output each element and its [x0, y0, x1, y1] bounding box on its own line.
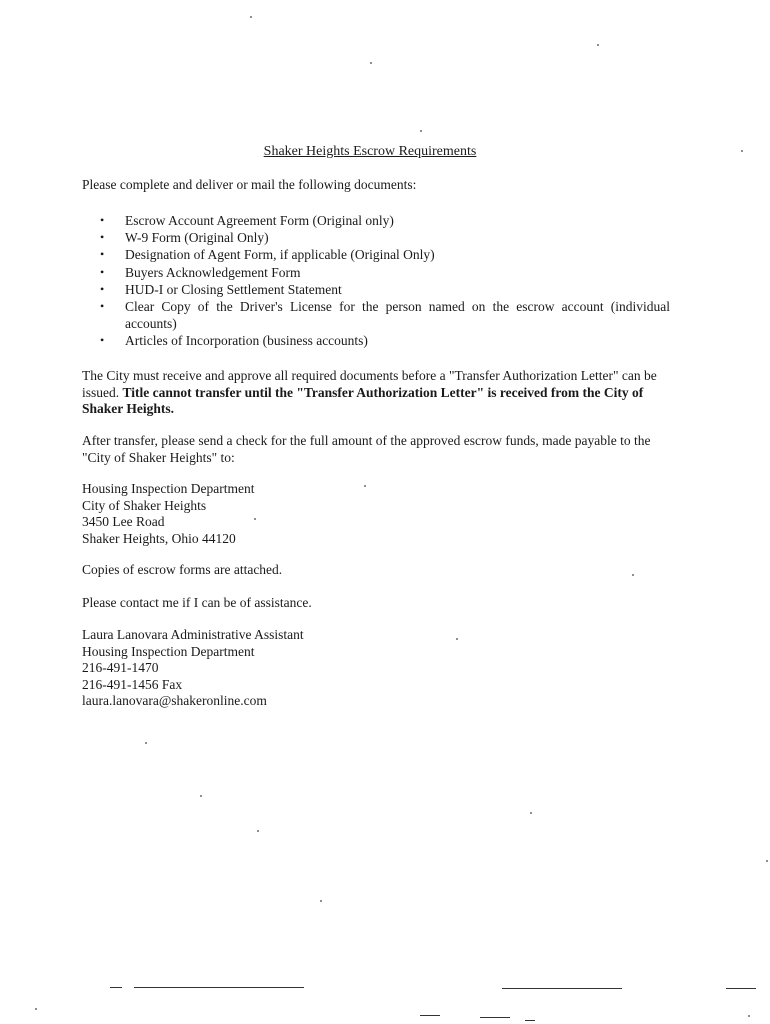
scan-speck — [748, 1015, 750, 1017]
scan-speck — [632, 574, 634, 576]
scan-speck — [320, 900, 322, 902]
address-line: Shaker Heights, Ohio 44120 — [82, 530, 236, 546]
scan-line — [110, 987, 122, 988]
bullet-icon: • — [100, 281, 105, 296]
list-item: • W-9 Form (Original Only) — [100, 230, 269, 246]
page-title: Shaker Heights Escrow Requirements — [263, 144, 477, 159]
title-transfer-warning: Title cannot transfer until the "Transfer Authorization Letter" is received from the City of Shaker Heights. — [82, 384, 644, 416]
requirements-list — [100, 212, 670, 350]
scan-speck — [250, 16, 252, 18]
scan-line — [134, 987, 304, 988]
contact-note: Please contact me if I can be of assistance. — [82, 595, 312, 610]
bullet-icon: • — [100, 299, 105, 314]
bullet-icon: • — [100, 264, 105, 279]
scan-line — [480, 1017, 510, 1018]
signature-block — [82, 627, 682, 710]
list-item: • Clear Copy of the Driver's License for the person named on the escrow account (individual accounts) — [100, 299, 670, 332]
address-line: 3450 Lee Road — [82, 514, 165, 529]
scan-speck — [364, 485, 366, 487]
bullet-icon: • — [100, 230, 105, 245]
scan-speck — [420, 130, 422, 132]
scan-speck — [741, 150, 743, 152]
address-line: Housing Inspection Department — [82, 481, 255, 496]
signature-phone: 216-491-1470 — [82, 660, 159, 675]
signature-name: Laura Lanovara Administrative Assistant — [82, 627, 304, 642]
copies-note: Copies of escrow forms are attached. — [82, 562, 283, 577]
scan-speck — [370, 62, 372, 64]
signature-email: laura.lanovara@shakeronline.com — [82, 693, 267, 708]
list-item: • Designation of Agent Form, if applicable (Original Only) — [100, 247, 435, 263]
intro-paragraph: Please complete and deliver or mail the following documents: — [82, 177, 417, 192]
scan-speck — [145, 742, 147, 744]
scan-speck — [254, 518, 256, 520]
signature-department: Housing Inspection Department — [82, 643, 255, 659]
list-item: • Articles of Incorporation (business accounts) — [100, 333, 368, 349]
scan-speck — [597, 44, 599, 46]
mailing-address — [82, 481, 682, 547]
scan-speck — [530, 812, 532, 814]
signature-fax: 216-491-1456 Fax — [82, 676, 183, 692]
list-item: • Escrow Account Agreement Form (Original only) — [100, 213, 394, 228]
scan-speck — [766, 860, 768, 862]
bullet-icon: • — [100, 247, 105, 262]
scan-line — [502, 988, 622, 989]
scan-speck — [257, 830, 259, 832]
after-transfer-paragraph: After transfer, please send a check for the full amount of the approved escrow funds, made payable to the "City of Shaker Heights" to: — [82, 433, 651, 465]
bullet-icon: • — [100, 213, 105, 227]
city-notice-text: The City must receive and approve all required documents before a "Transfer Authorization Letter" can be issued. — [82, 368, 657, 400]
address-line: City of Shaker Heights — [82, 497, 207, 513]
scan-speck — [200, 795, 202, 797]
scan-line — [420, 1015, 440, 1016]
bullet-icon: • — [100, 333, 105, 348]
scan-line — [525, 1020, 535, 1021]
scan-line — [726, 988, 756, 989]
list-item: • Buyers Acknowledgement Form — [100, 264, 301, 280]
scan-speck — [456, 638, 458, 640]
scan-speck — [35, 1008, 37, 1010]
city-notice-paragraph — [82, 368, 657, 418]
list-item: • HUD-I or Closing Settlement Statement — [100, 281, 342, 297]
